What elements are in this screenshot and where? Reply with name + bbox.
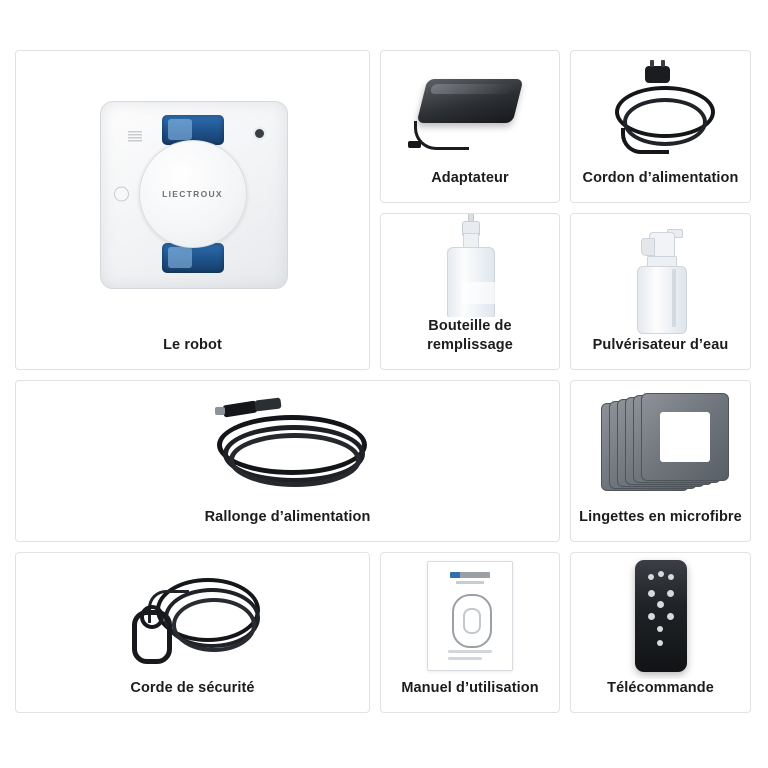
- item-caption-user-manual: Manuel d’utilisation: [401, 680, 539, 697]
- items-grid: [15, 50, 751, 713]
- item-caption-filling-bottle: Bouteille de remplissage: [427, 317, 513, 354]
- item-caption-water-sprayer: Pulvérisateur d’eau: [592, 337, 729, 354]
- water-sprayer-icon: [571, 214, 750, 336]
- item-card-user-manual[interactable]: [380, 552, 560, 713]
- item-card-microfiber-pads[interactable]: [570, 380, 751, 542]
- item-caption-safety-rope: Corde de sécurité: [130, 680, 255, 697]
- item-card-safety-rope[interactable]: [15, 552, 370, 713]
- item-caption-power-cord: Cordon d’alimentation: [582, 170, 739, 187]
- item-card-water-sprayer[interactable]: [570, 213, 751, 370]
- item-card-power-cord[interactable]: [570, 50, 751, 203]
- microfiber-pads-icon: [571, 381, 750, 508]
- item-caption-adapter: Adaptateur: [431, 170, 509, 187]
- robot-brand-label: LIECTROUX: [162, 188, 223, 199]
- item-card-robot[interactable]: [15, 50, 370, 370]
- item-caption-remote-control: Télécommande: [607, 680, 714, 697]
- item-card-adapter[interactable]: [380, 50, 560, 203]
- user-manual-icon: [381, 553, 559, 679]
- power-cord-icon: [571, 51, 750, 169]
- extension-cable-icon: [16, 381, 559, 508]
- item-caption-microfiber-pads: Lingettes en microfibre: [579, 509, 742, 526]
- item-caption-extension-cable: Rallonge d’alimentation: [204, 509, 371, 526]
- filling-bottle-icon: [381, 214, 559, 317]
- item-card-remote-control[interactable]: [570, 552, 751, 713]
- remote-control-icon: [571, 553, 750, 679]
- item-card-filling-bottle[interactable]: [380, 213, 560, 370]
- window-cleaning-robot-icon: [16, 51, 369, 336]
- power-adapter-icon: [381, 51, 559, 169]
- safety-rope-icon: [16, 553, 369, 679]
- item-card-extension-cable[interactable]: [15, 380, 560, 542]
- item-caption-robot: Le robot: [163, 337, 222, 354]
